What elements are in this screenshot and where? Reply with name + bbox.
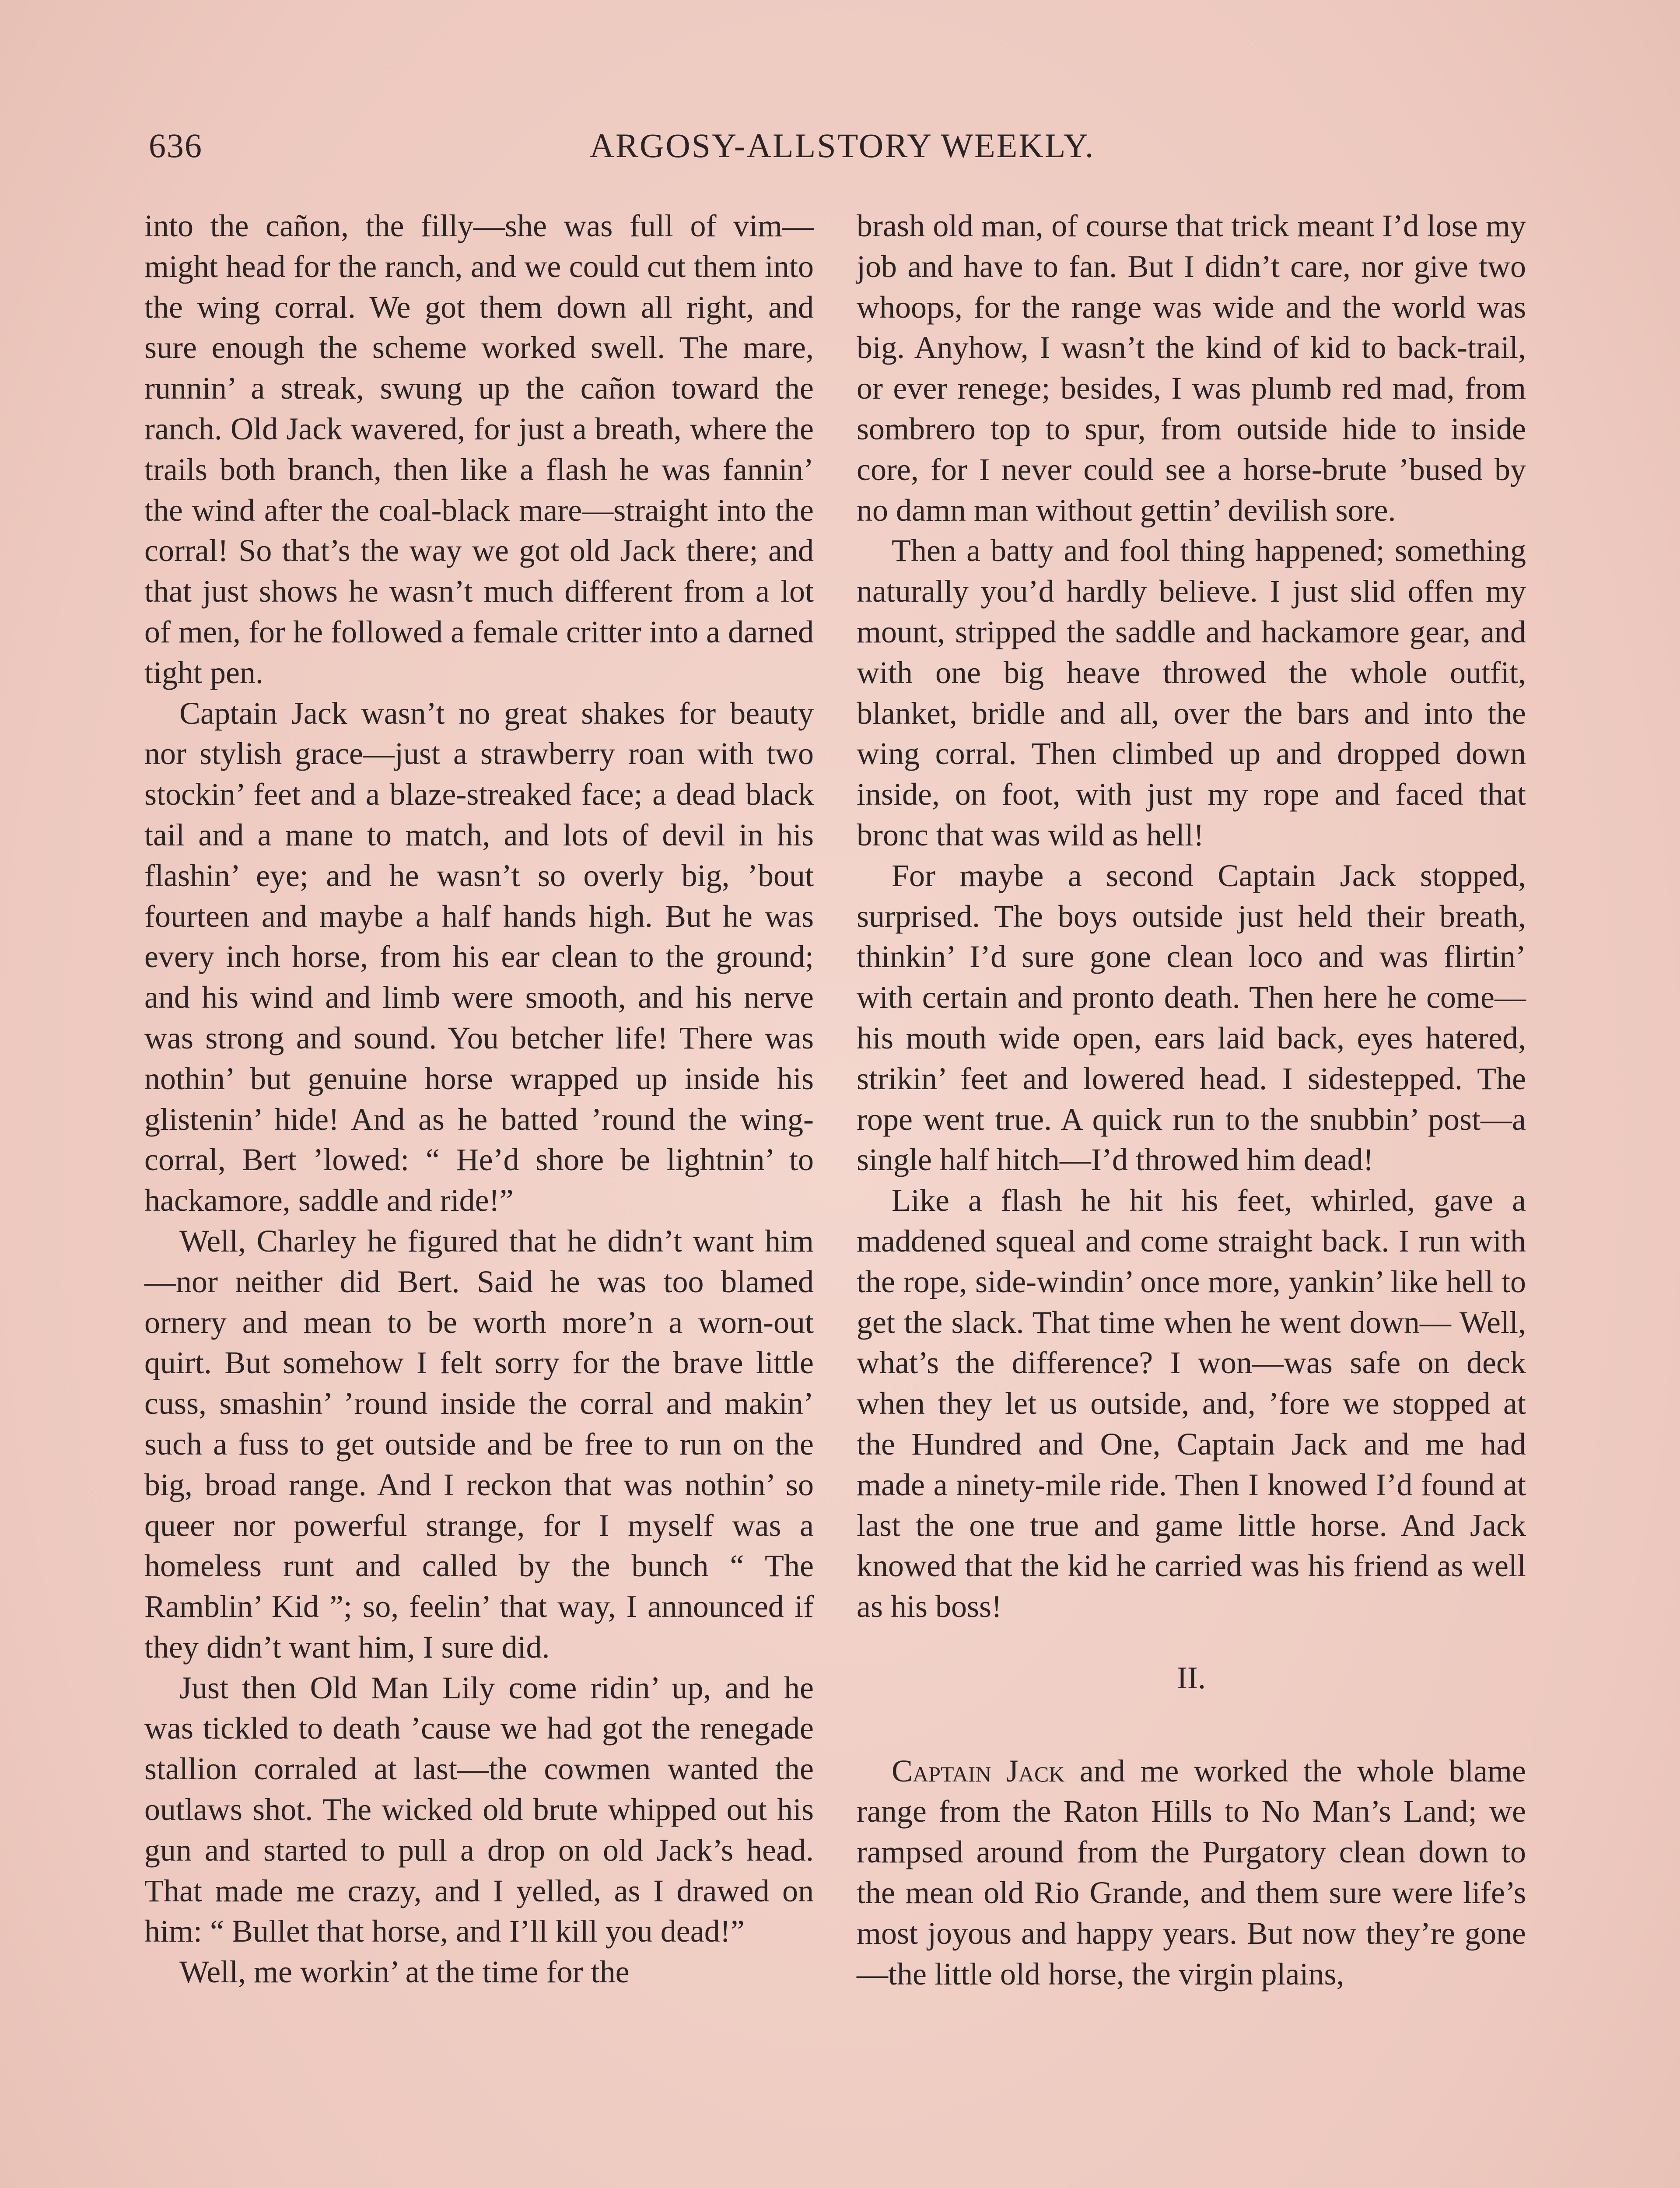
running-head: ARGOSY-ALLSTORY WEEKLY. [589, 126, 1095, 165]
paragraph: Captain Jack wasn’t no great shakes for beauty nor stylish grace—just a strawberry roan with two stockin’ feet and a blaze-streaked face; a dead black tail and a mane to match, and lots of devil in his flashin’ eye; and he wasn’t so overly big, ’bout fourteen and maybe a half hands high. But he was every inch horse, from his ear clean to the ground; and his wind and limb were smooth, and his nerve was strong and sound. You betcher life! There was nothin’ but genuine horse wrapped up inside his glistenin’ hide! And as he batted ’round the wing-corral, Bert ’lowed: “ He’d shore be lightnin’ to hackamore, saddle and ride!” [144, 695, 814, 1218]
paragraph: Just then Old Man Lily come ridin’ up, and he was tickled to death ’cause we had got the renegade stallion corraled at last—the cowmen wanted the outlaws shot. The wicked old brute whipped out his gun and started to pull a drop on old Jack’s head. That made me crazy, and I yelled, as I drawed on him: “ Bullet that horse, and I’ll kill you dead!” [144, 1670, 814, 1949]
right-column [857, 206, 1526, 1994]
left-column [144, 206, 814, 1992]
paragraph: brash old man, of course that trick meant I’d lose my job and have to fan. But I didn’t care, nor give two whoops, for the range was wide and the world was big. Anyhow, I wasn’t the kind of kid to back-trail, or ever renege; besides, I was plumb red mad, from sombrero top to spur, from outside hide to inside core, for I never could see a horse-brute ’bused by no damn man without gettin’ devilish sore. [857, 208, 1526, 528]
section-two-paragraph [857, 1751, 1526, 1995]
paragraph: Well, me workin’ at the time for the [179, 1954, 630, 1990]
paragraph: Like a flash he hit his feet, whirled, gave a maddened squeal and come straight back. I run with the rope, side-windin’ once more, yankin’ like hell to get the slack. That time when he went down— Well, what’s the difference? I won—was safe on deck when they let us outside, and, ’fore we stopped at the Hundred and One, Captain Jack and me had made a ninety-mile ride. Then I knowed I’d found at last the one true and game little horse. And Jack knowed that the kid he carried was his friend as well as his boss! [857, 1183, 1526, 1624]
paragraph: Well, Charley he figured that he didn’t want him—nor neither did Bert. Said he was too blamed ornery and mean to be worth more’n a worn-out quirt. But somehow I felt sorry for the brave little cuss, smashin’ ’round inside the corral and makin’ such a fuss to get outside and be free to run on the big, broad range. And I reckon that was nothin’ so queer nor powerful strange, for I myself was a homeless runt and called by the bunch “ The Ramblin’ Kid ”; so, feelin’ that way, I announced if they didn’t want him, I sure did. [144, 1223, 814, 1665]
paragraph: Then a batty and fool thing happened; something naturally you’d hardly believe. I just slid offen my mount, stripped the saddle and hackamore gear, and with one big heave throwed the whole outfit, blanket, bridle and all, over the bars and into the wing corral. Then climbed up and dropped down inside, on foot, with just my rope and faced that bronc that was wild as hell! [857, 533, 1526, 852]
section-two-text: and me worked the whole blame range from the Raton Hills to No Man’s Land; we rampsed around from the Purgatory clean down to the mean old Rio Grande, and them sure were life’s most joyous and happy years. But now they’re gone—the little old horse, the virgin plains, [857, 1753, 1526, 1992]
page-number: 636 [149, 126, 203, 165]
section-lead-in: Captain Jack [892, 1753, 1065, 1788]
paragraph: into the cañon, the filly—she was full of vim—might head for the ranch, and we could cut them into the wing corral. We got them down all right, and sure enough the scheme worked swell. The mare, runnin’ a streak, swung up the cañon toward the ranch. Old Jack wavered, for just a breath, where the trails both branch, then like a flash he was fannin’ the wind after the coal-black mare—straight into the corral! So that’s the way we got old Jack there; and that just shows he wasn’t much different from a lot of men, for he followed a female critter into a darned tight pen. [144, 208, 814, 690]
paragraph: For maybe a second Captain Jack stopped, surprised. The boys outside just held their breath, thinkin’ I’d sure gone clean loco and was flirtin’ with certain and pronto death. Then here he come—his mouth wide open, ears laid back, eyes hatered, strikin’ feet and lowered head. I sidestepped. The rope went true. A quick run to the snubbin’ post—a single half hitch—I’d throwed him dead! [857, 858, 1526, 1178]
section-numeral: II. [1177, 1660, 1206, 1695]
